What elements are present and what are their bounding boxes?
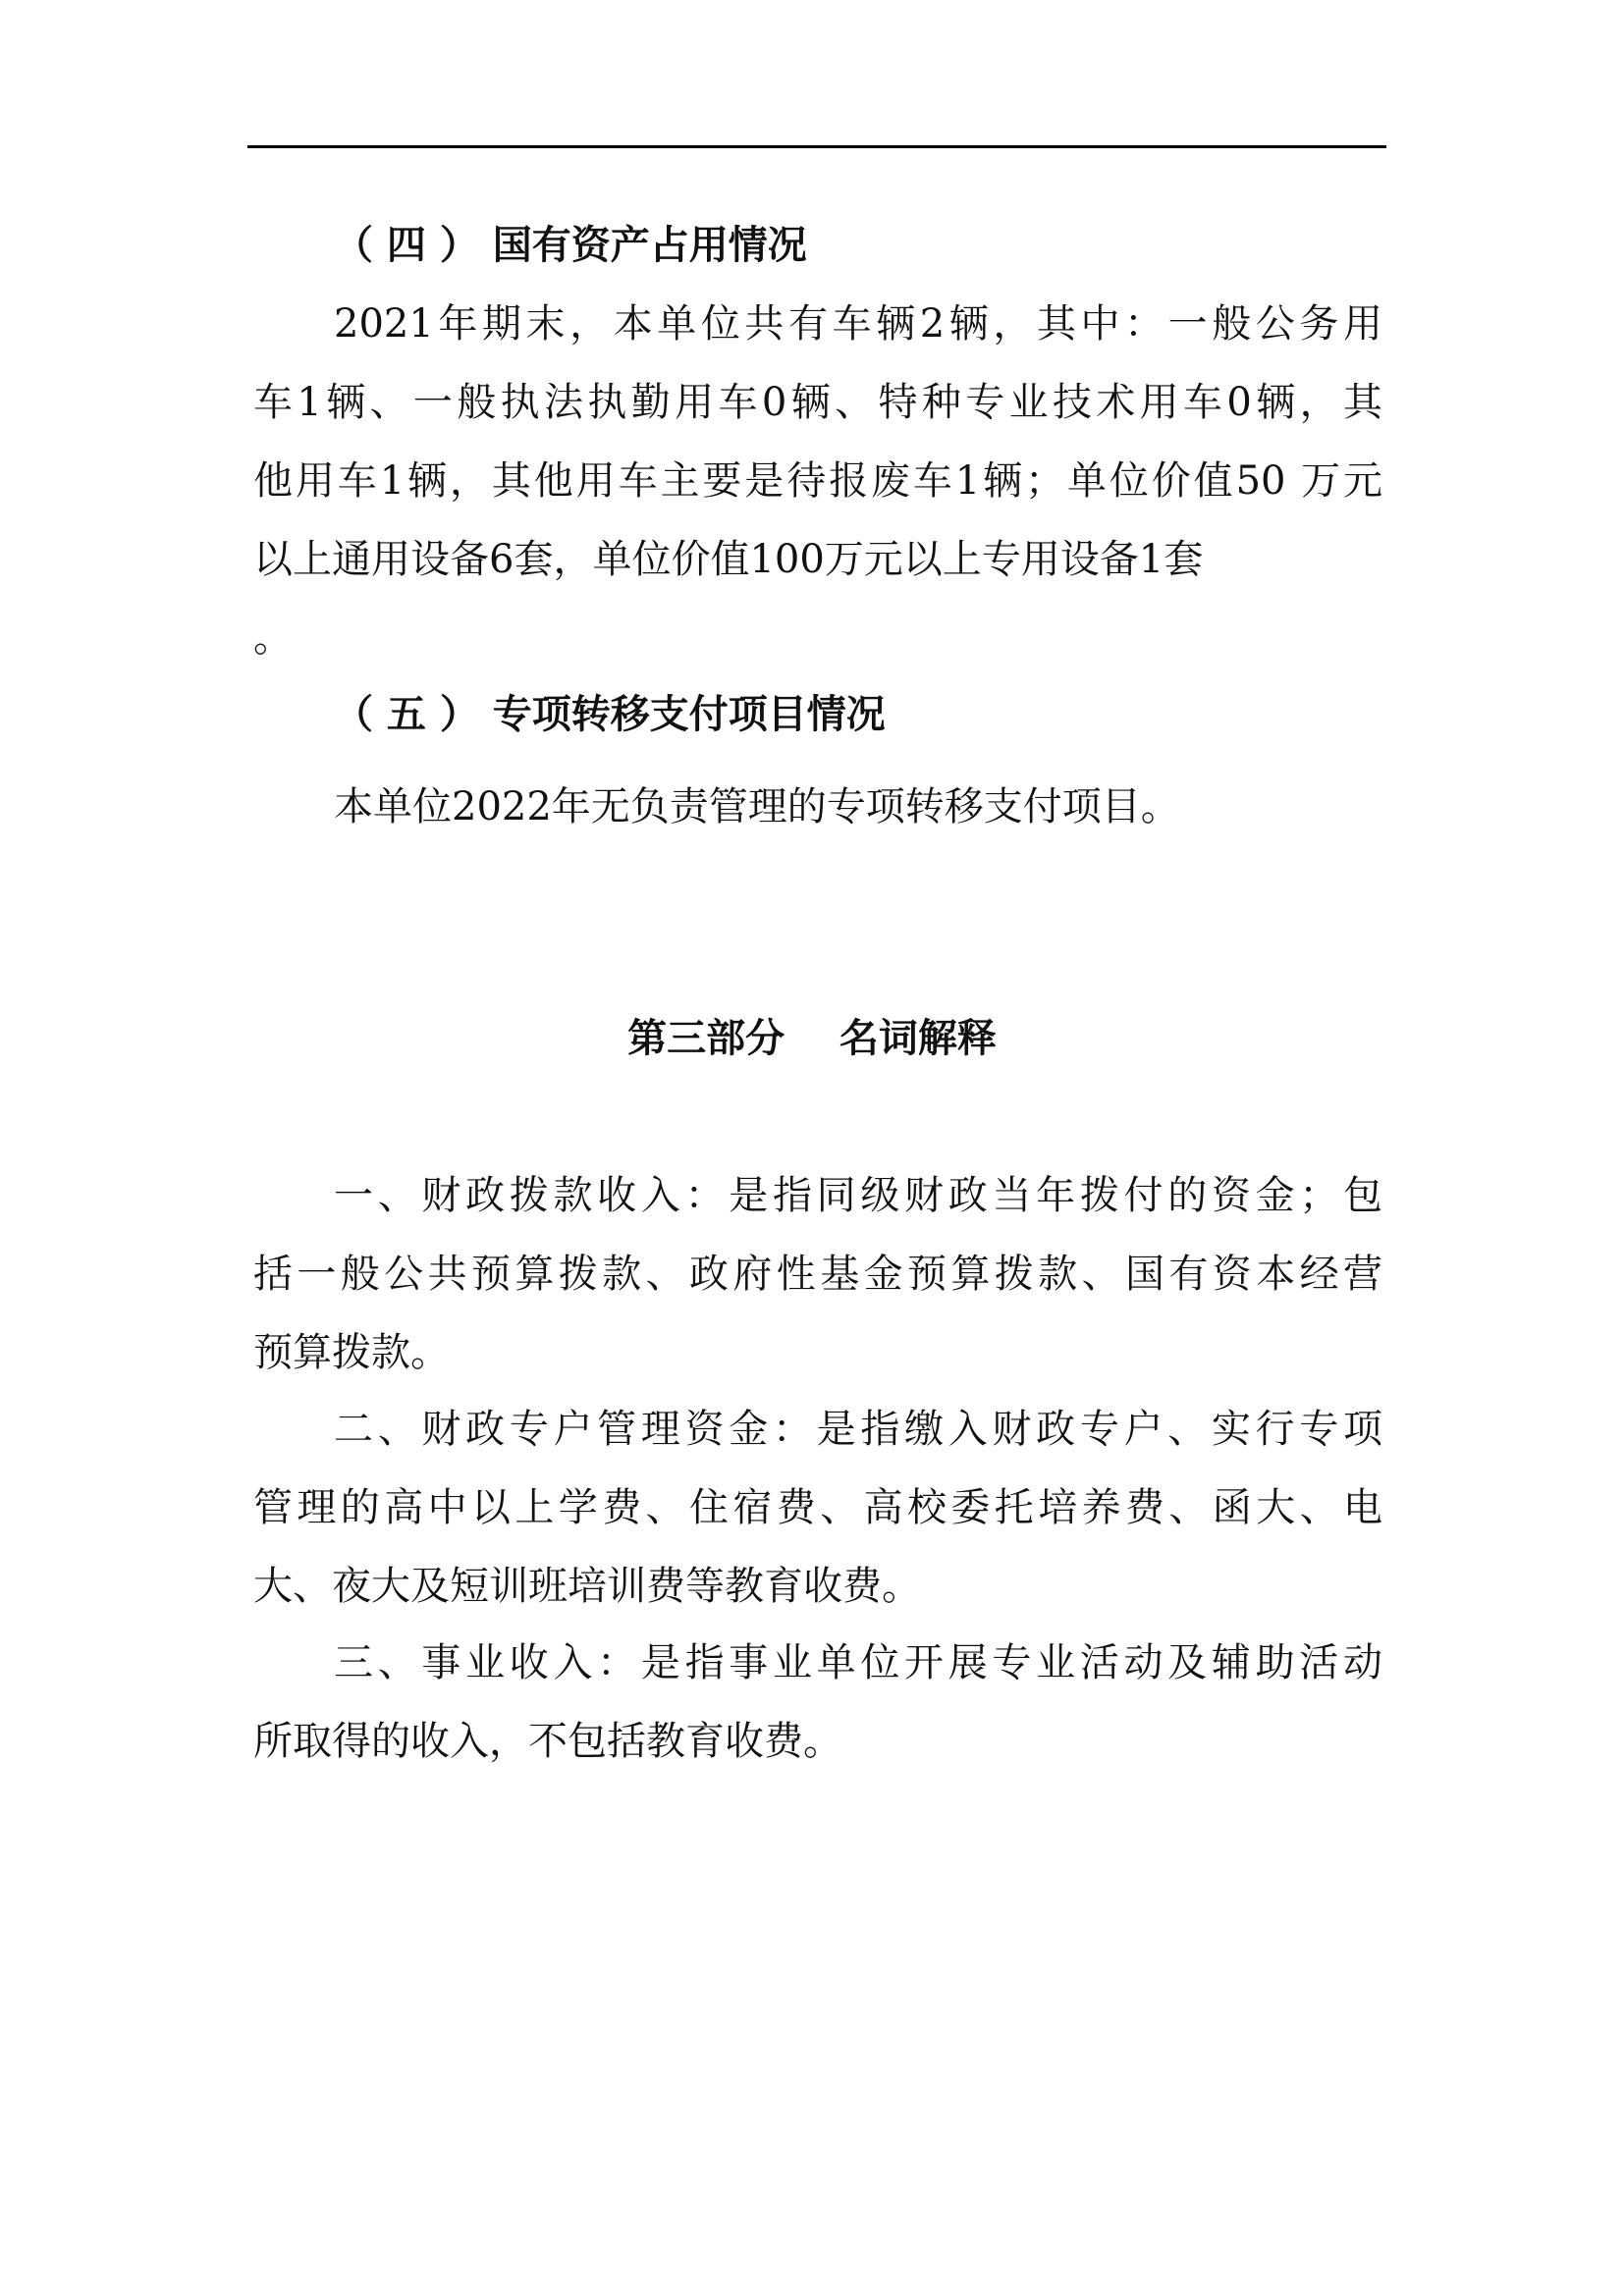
header-rule	[247, 145, 1386, 148]
glossary-line: 所取得的收入，不包括教育收费。	[253, 1719, 842, 1764]
glossary-line: 三、事业收入：是指事业单位开展专业活动及辅助活动	[334, 1640, 1382, 1685]
paragraph-line: 车1辆、一般执法执勤用车0辆、特种专业技术用车0辆，其	[253, 380, 1382, 425]
section-heading-special-transfer: （ 五 ） 专项转移支付项目情况	[334, 692, 886, 737]
glossary-line: 二、财政专户管理资金：是指缴入财政专户、实行专项	[334, 1407, 1382, 1452]
glossary-line: 括一般公共预算拨款、政府性基金预算拨款、国有资本经营	[253, 1252, 1382, 1297]
glossary-line: 一、财政拨款收入：是指同级财政当年拨付的资金；包	[334, 1173, 1382, 1218]
glossary-line: 预算拨款。	[253, 1330, 450, 1375]
paragraph-line: 。	[253, 615, 293, 661]
part-title-glossary: 第三部分 名词解释	[627, 1016, 997, 1061]
paragraph-line: 2021年期末，本单位共有车辆2辆，其中：一般公务用	[334, 301, 1382, 347]
paragraph-line: 他用车1辆，其他用车主要是待报废车1辆；单位价值50 万元	[253, 458, 1382, 504]
section-heading-state-assets: （ 四 ） 国有资产占用情况	[334, 223, 807, 268]
paragraph-line: 以上通用设备6套，单位价值100万元以上专用设备1套	[253, 537, 1204, 582]
glossary-line: 大、夜大及短训班培训费等教育收费。	[253, 1564, 921, 1609]
glossary-line: 管理的高中以上学费、住宿费、高校委托培养费、函大、电	[253, 1485, 1382, 1530]
paragraph-line: 本单位2022年无负责管理的专项转移支付项目。	[334, 784, 1180, 829]
